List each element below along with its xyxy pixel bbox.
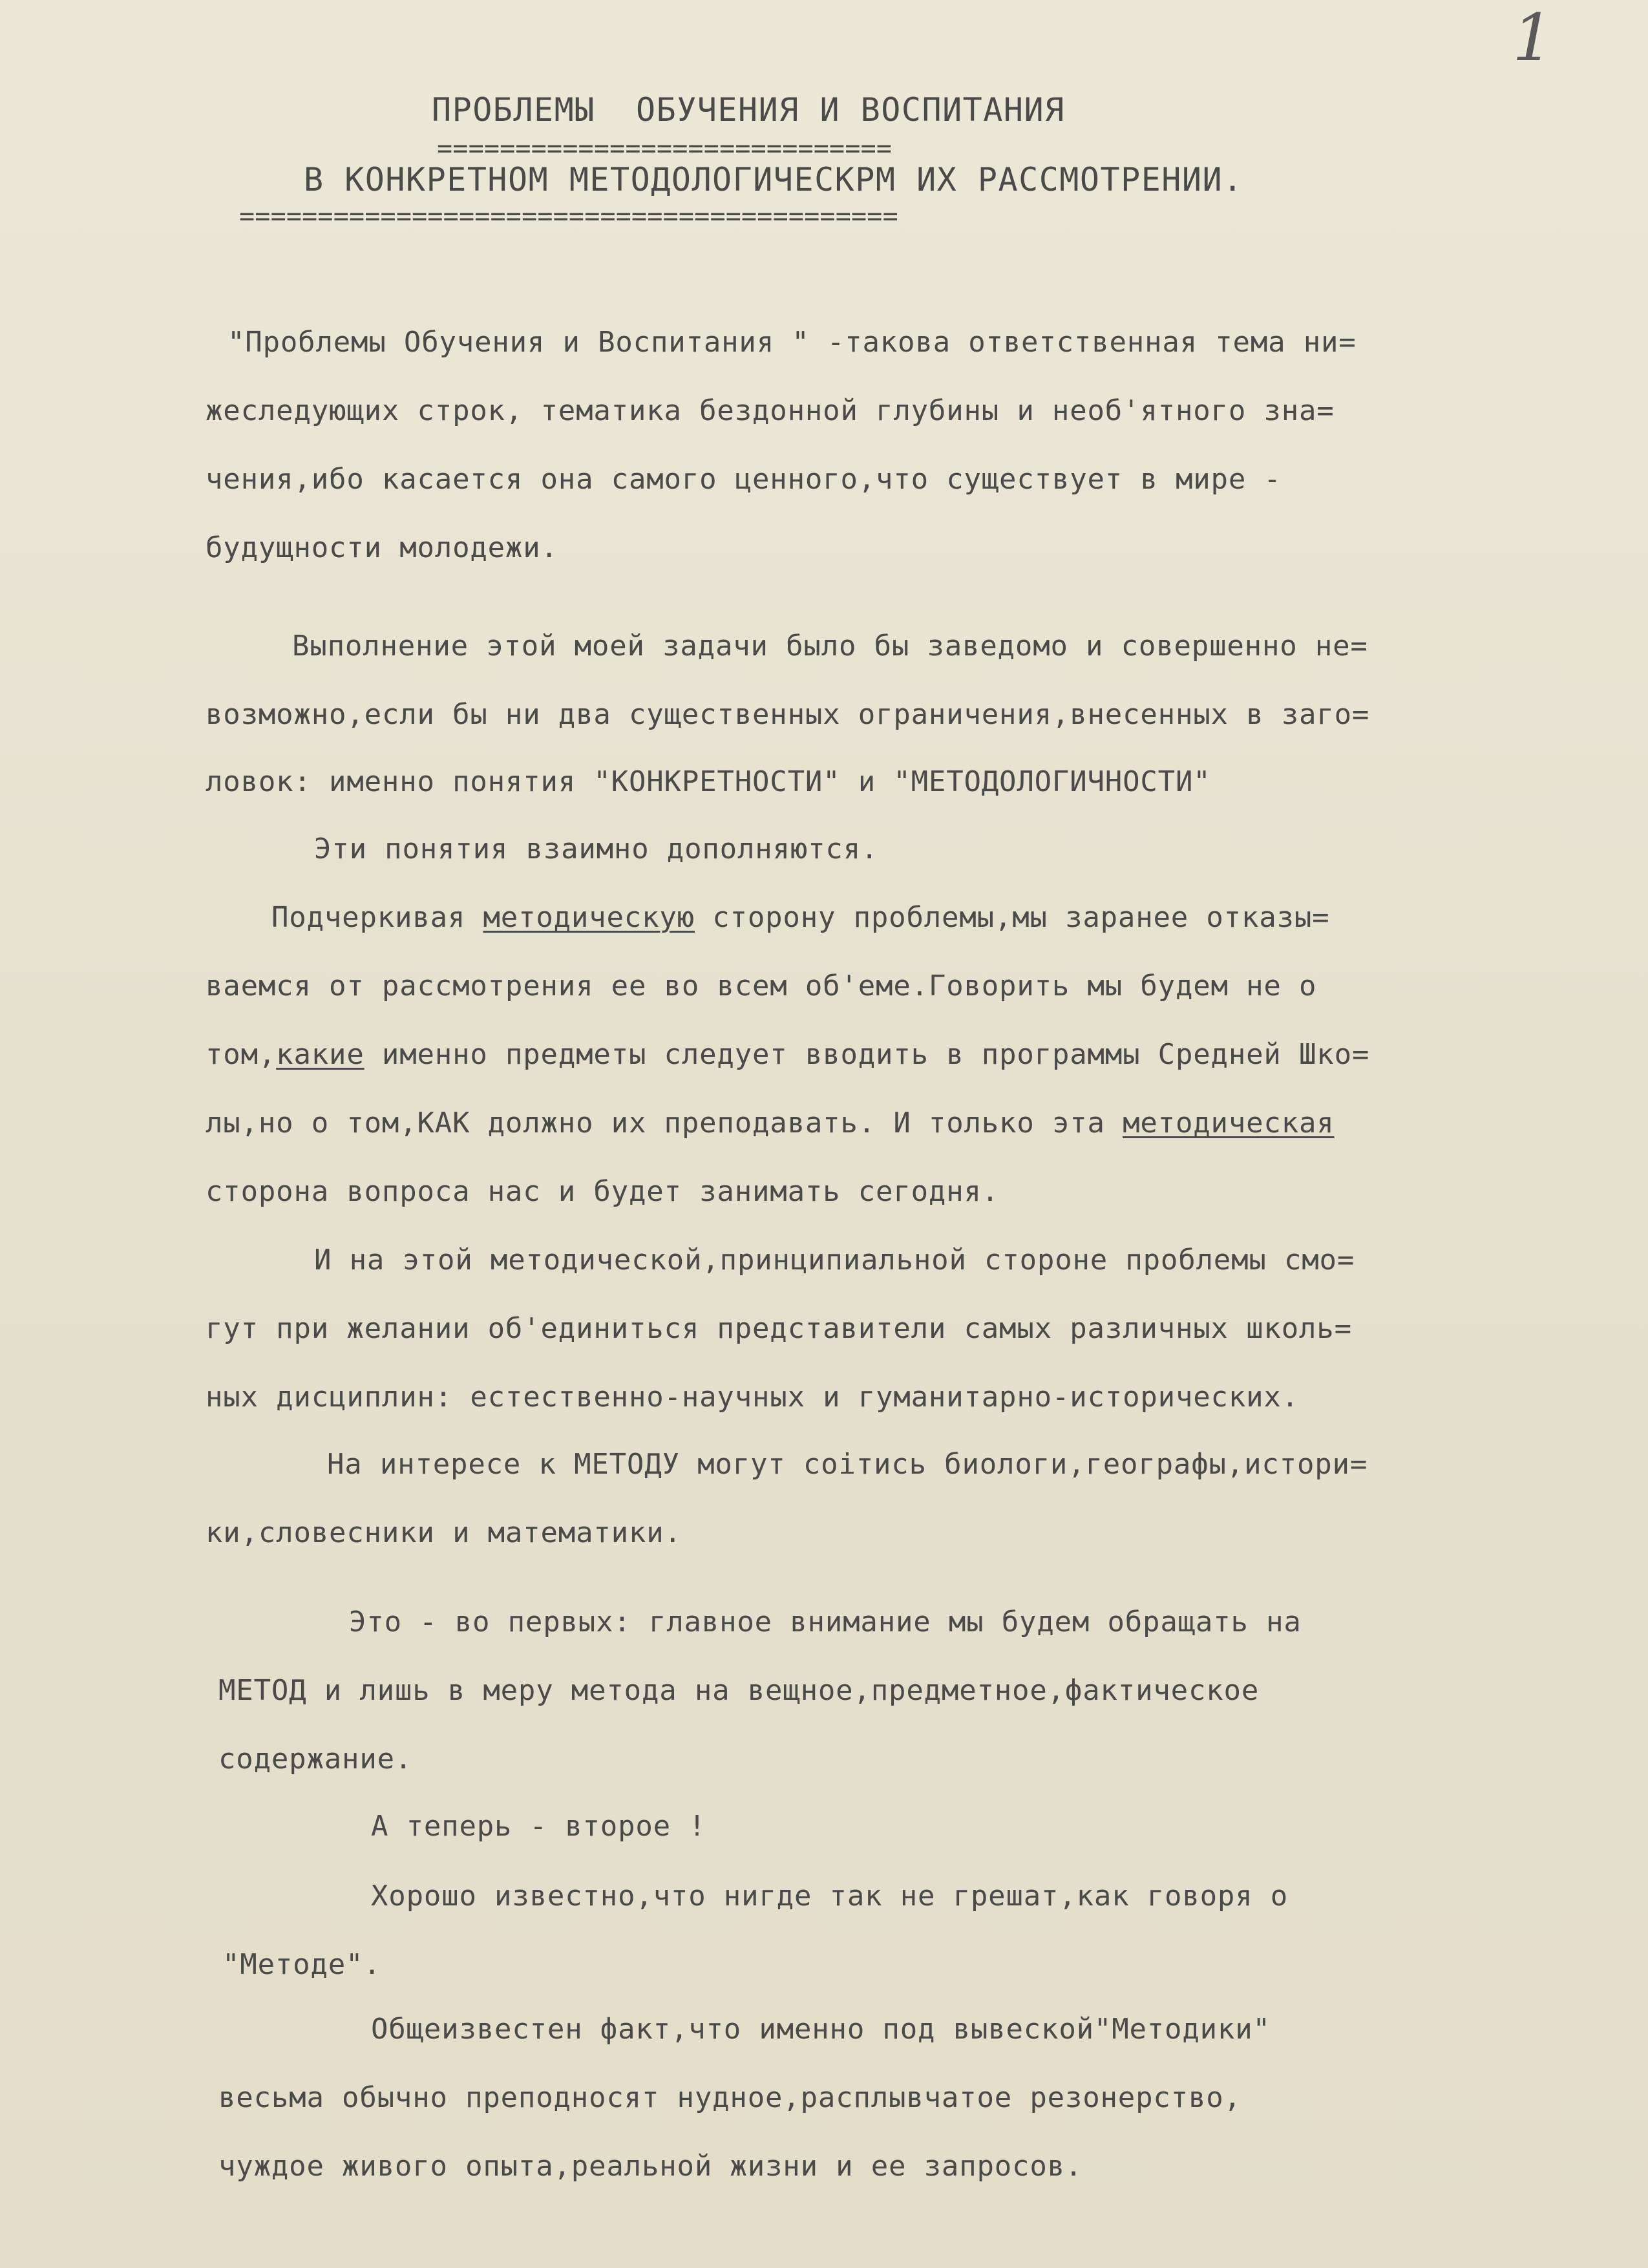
text-segment: На интересе к МЕТОДУ могут соітись биологи,географы,истори=: [327, 1448, 1368, 1481]
text-segment: МЕТОД и лишь в меру метода на вещное,предметное,фактическое: [218, 1674, 1260, 1707]
text-line: [218, 2147, 1083, 2186]
text-segment: ловок: именно понятия "КОНКРЕТНОСТИ" и "МЕТОДОЛОГИЧНОСТИ": [206, 765, 1211, 798]
text-segment: "Методе".: [222, 1948, 381, 1981]
text-segment: Подчеркивая: [271, 901, 483, 934]
text-segment: Это - во первых: главное внимание мы будем обращать на: [349, 1606, 1302, 1638]
text-line: [314, 830, 878, 869]
text-segment: Эти понятия взаимно дополняются.: [314, 832, 879, 865]
text-line: [314, 1241, 1355, 1280]
text-line: [371, 1807, 706, 1846]
text-segment: ных дисциплин: естественно-научных и гуманитарно-исторических.: [206, 1381, 1299, 1414]
text-segment: будущности молодежи.: [206, 531, 558, 564]
title-underline-1: =============================: [437, 134, 893, 164]
text-segment: возможно,если бы ни два существенных ограничения,внесенных в заго=: [206, 698, 1370, 731]
text-line: [371, 2010, 1271, 2049]
text-line: [206, 460, 1282, 499]
text-line: [218, 1671, 1259, 1710]
text-segment: весьма обычно преподносят нудное,расплывчатое резонерство,: [218, 2081, 1241, 2114]
text-segment: сторону проблемы,мы заранее отказы=: [694, 901, 1330, 934]
text-segment: Выполнение этой моей задачи было бы заведомо и совершенно не=: [292, 630, 1368, 662]
text-line: [218, 2079, 1241, 2117]
text-segment: гут при желании об'единиться представители самых различных школь=: [206, 1312, 1352, 1345]
text-line: [206, 695, 1369, 734]
text-segment: "Проблемы Обучения и Воспитания " -такова ответственная тема ни=: [227, 326, 1357, 359]
text-line: [206, 1172, 999, 1211]
text-segment: сторона вопроса нас и будет занимать сегодня.: [206, 1175, 1000, 1208]
title-underline-2: ==========================================: [239, 202, 898, 231]
text-segment: лы,но о том,КАК должно их преподавать. И только эта: [206, 1107, 1123, 1139]
text-line: [206, 967, 1316, 1006]
text-line: [271, 898, 1329, 937]
text-segment: чения,ибо касается она самого ценного,что существует в мире -: [206, 463, 1282, 496]
text-segment: ки,словесники и математики.: [206, 1516, 682, 1549]
text-line: [206, 1378, 1299, 1417]
text-line: [349, 1603, 1302, 1642]
page-number: 1: [1512, 0, 1554, 76]
text-segment: Общеизвестен факт,что именно под вывеской"Методики": [371, 2013, 1271, 2046]
text-segment: именно предметы следует вводить в программы Средней Шко=: [364, 1038, 1370, 1071]
text-segment: А теперь - второе !: [371, 1810, 706, 1843]
text-line: [206, 763, 1211, 801]
underlined-word: какие: [276, 1038, 364, 1071]
underlined-word: методическую: [483, 901, 695, 934]
text-segment: том,: [206, 1038, 277, 1071]
text-line: [206, 529, 558, 567]
text-segment: чуждое живого опыта,реальной жизни и ее запросов.: [218, 2150, 1083, 2183]
underlined-word: методическая: [1123, 1107, 1335, 1139]
text-line: [206, 1104, 1335, 1143]
text-line: [218, 1740, 412, 1779]
text-line: [222, 1945, 381, 1984]
text-line: [227, 323, 1357, 362]
text-segment: содержание.: [218, 1743, 413, 1775]
text-line: [327, 1445, 1368, 1484]
text-segment: Хорошо известно,что нигде так не грешат,как говоря о: [371, 1880, 1289, 1913]
title-line-2: В КОНКРЕТНОМ МЕТОДОЛОГИЧЕСКРМ ИХ РАССМОТРЕНИИ.: [304, 161, 1243, 198]
text-line: [206, 1514, 682, 1553]
text-line: [371, 1877, 1288, 1916]
text-segment: ваемся от рассмотрения ее во всем об'еме.Говорить мы будем не о: [206, 970, 1317, 1002]
title-line-1: ПРОБЛЕМЫ ОБУЧЕНИЯ И ВОСПИТАНИЯ: [432, 91, 1065, 129]
text-line: [206, 1035, 1369, 1074]
text-line: [206, 1309, 1352, 1348]
text-line: [206, 392, 1335, 430]
text-segment: жеследующих строк, тематика бездонной глубины и необ'ятного зна=: [206, 394, 1335, 427]
text-segment: И на этой методической,принципиальной стороне проблемы смо=: [314, 1244, 1355, 1277]
text-line: [292, 627, 1368, 666]
